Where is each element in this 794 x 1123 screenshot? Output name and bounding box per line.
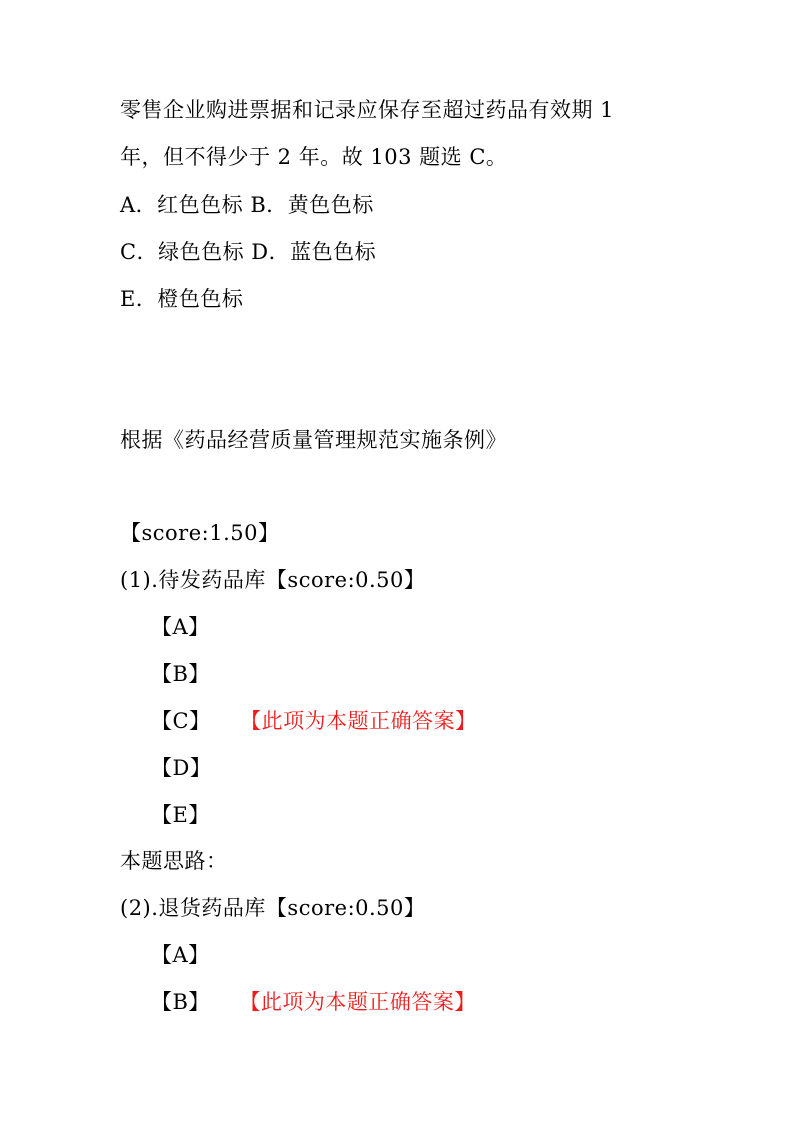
correct-answer-mark: 【此项为本题正确答案】 — [250, 709, 477, 733]
option-label: 【C】 — [151, 709, 211, 733]
question-2-option-b — [151, 987, 476, 1017]
shared-option-row-e: E．橙色色标 — [120, 287, 244, 311]
question-1-option-e: 【E】 — [151, 803, 210, 827]
question-2-option-a: 【A】 — [151, 943, 210, 967]
question-1-option-b: 【B】 — [151, 662, 210, 686]
question-1-analysis-label: 本题思路： — [120, 849, 228, 873]
explanation-line-2: 年，但不得少于 2 年。故 103 题选 C。 — [120, 145, 508, 169]
total-score: 【score:1.50】 — [120, 521, 280, 545]
shared-option-row-ab: A．红色色标 B．黄色色标 — [120, 193, 374, 217]
question-1-option-a: 【A】 — [151, 615, 210, 639]
explanation-line-1: 零售企业购进票据和记录应保存至超过药品有效期 1 — [120, 98, 615, 122]
option-label: 【B】 — [151, 990, 210, 1014]
question-2-title: (2).退货药品库【score:0.50】 — [120, 896, 426, 920]
shared-option-row-cd: C．绿色色标 D．蓝色色标 — [120, 240, 377, 264]
question-1-option-c — [151, 706, 477, 736]
question-1-title: (1).待发药品库【score:0.50】 — [120, 568, 426, 592]
question-stem: 根据《药品经营质量管理规范实施条例》 — [120, 428, 507, 452]
correct-answer-mark: 【此项为本题正确答案】 — [249, 990, 476, 1014]
question-1-option-d: 【D】 — [151, 756, 212, 780]
